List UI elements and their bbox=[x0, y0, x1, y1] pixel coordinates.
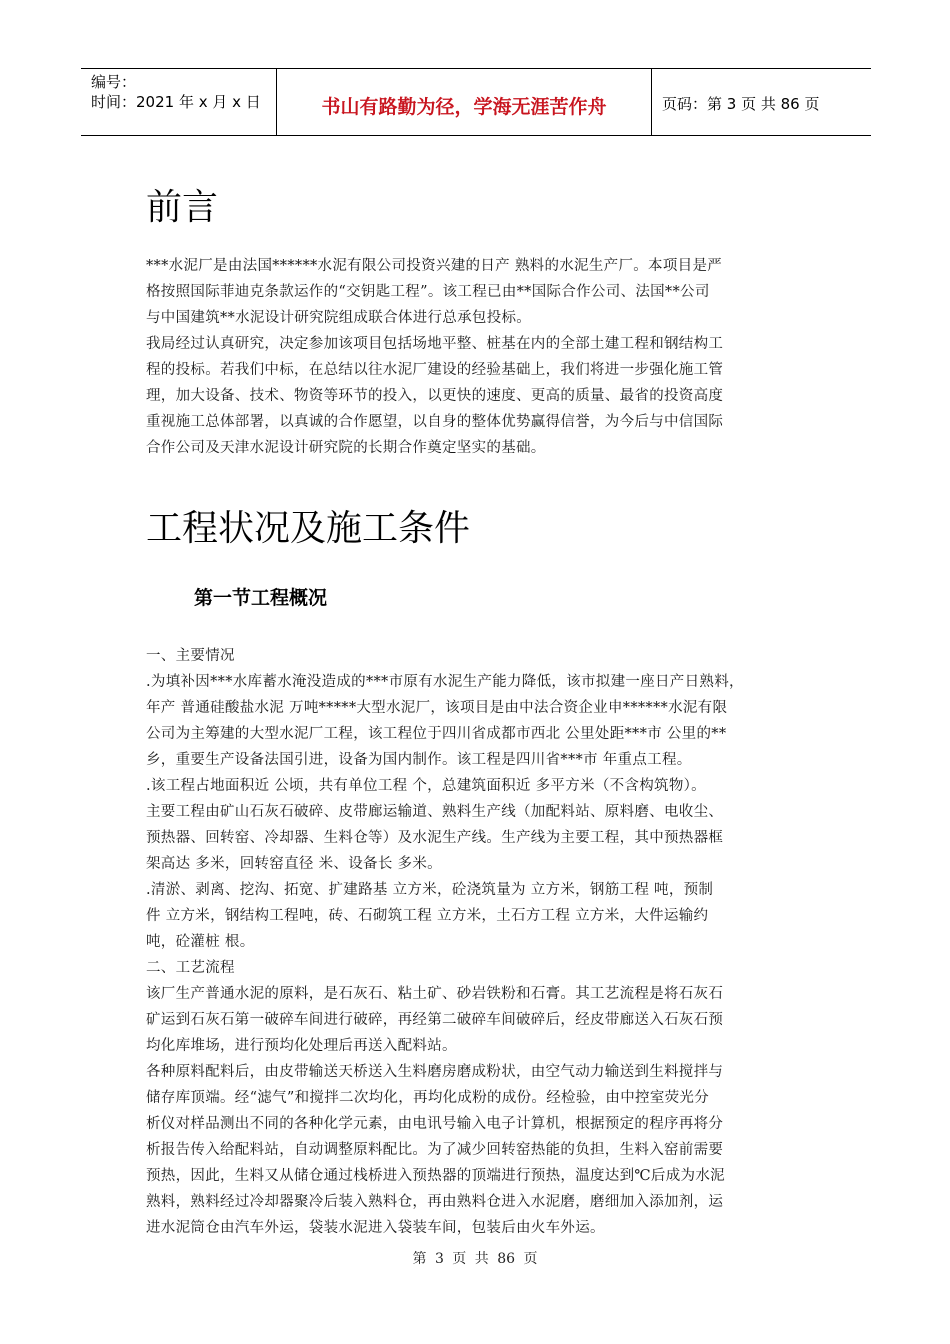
body-line: 均化库堆场，进行预均化处理后再送入配料站。 bbox=[146, 1038, 457, 1054]
body-line: .为填补因***水库蓄水淹没造成的***市原有水泥生产能力降低，该市拟建一座日产日熟料， bbox=[146, 674, 744, 690]
body-line: 矿运到石灰石第一破碎车间进行破碎，再经第二破碎车间破碎后，经皮带廊送入石灰石预 bbox=[146, 1012, 724, 1028]
section-title: 第一节工程概况 bbox=[194, 587, 328, 609]
body-line: .清淤、剥离、挖沟、拓宽、扩建路基 立方米，砼浇筑量为 立方米，钢筋工程 吨，预制 bbox=[146, 882, 714, 898]
preface-line: 我局经过认真研究，决定参加该项目包括场地平整、桩基在内的全部土建工程和钢结构工 bbox=[146, 336, 724, 352]
preface-line: 格按照国际菲迪克条款运作的“交钥匙工程”。该工程已由**国际合作公司、法国**公司 bbox=[146, 284, 710, 300]
header-page-info: 页码：第 3 页 共 86 页 bbox=[662, 95, 820, 113]
body-line: 进水泥筒仓由汽车外运，袋装水泥进入袋装车间，包装后由火车外运。 bbox=[146, 1220, 605, 1236]
motto-text: 书山有路勤为径，学海无涯苦作舟 bbox=[321, 96, 607, 118]
body-line: 储存库顶端。经“滤气”和搅拌二次均化，再均化成粉的成份。经检验，由中控室荧光分 bbox=[146, 1090, 710, 1106]
serial-label: 编号： bbox=[91, 73, 137, 91]
preface-title: 前言 bbox=[146, 187, 219, 228]
body-line: 主要工程由矿山石灰石破碎、皮带廊运输道、熟料生产线（加配料站、原料磨、电收尘、 bbox=[146, 804, 724, 820]
page-footer: 第 3 页 共 86 页 bbox=[412, 1251, 538, 1267]
body-line: 件 立方米，钢结构工程吨，砖、石砌筑工程 立方米，土石方工程 立方米，大件运输约 bbox=[146, 908, 709, 924]
chapter-title: 工程状况及施工条件 bbox=[146, 508, 471, 549]
body-line: 年产 普通硅酸盐水泥 万吨*****大型水泥厂，该项目是由中法合资企业申******水泥有限 bbox=[146, 700, 728, 716]
body-line: .该工程占地面积近 公顷，共有单位工程 个，总建筑面积近 多平方米（不含构筑物）。 bbox=[146, 778, 706, 794]
body-line: 乡，重要生产设备法国引进，设备为国内制作。该工程是四川省***市 年重点工程。 bbox=[146, 752, 692, 768]
body-line: 熟料，熟料经过冷却器聚冷后装入熟料仓，再由熟料仓进入水泥磨，磨细加入添加剂，运 bbox=[146, 1194, 724, 1210]
body-line: 二、工艺流程 bbox=[146, 960, 235, 976]
section-body bbox=[146, 643, 814, 1241]
page-header bbox=[81, 68, 871, 136]
preface-line: ***水泥厂是由法国******水泥有限公司投资兴建的日产 熟料的水泥生产厂。本项目是严 bbox=[146, 258, 723, 274]
body-line: 该厂生产普通水泥的原料，是石灰石、粘土矿、砂岩铁粉和石膏。其工艺流程是将石灰石 bbox=[146, 986, 724, 1002]
preface-line: 合作公司及天津水泥设计研究院的长期合作奠定坚实的基础。 bbox=[146, 440, 546, 456]
body-line: 预热，因此，生料又从储仓通过栈桥进入预热器的顶端进行预热，温度达到℃后成为水泥 bbox=[146, 1168, 725, 1184]
body-line: 公司为主筹建的大型水泥厂工程，该工程位于四川省成都市西北 公里处距***市 公里的** bbox=[146, 726, 727, 742]
preface-line: 重视施工总体部署，以真诚的合作愿望，以自身的整体优势赢得信誉，为今后与中信国际 bbox=[146, 414, 724, 430]
preface-line: 程的投标。若我们中标，在总结以往水泥厂建设的经验基础上，我们将进一步强化施工管 bbox=[146, 362, 724, 378]
body-line: 预热器、回转窑、冷却器、生料仓等）及水泥生产线。生产线为主要工程，其中预热器框 bbox=[146, 830, 724, 846]
body-line: 析报告传入给配料站，自动调整原料配比。为了减少回转窑热能的负担，生料入窑前需要 bbox=[146, 1142, 724, 1158]
body-line: 各种原料配料后，由皮带输送天桥送入生料磨房磨成粉状，由空气动力输送到生料搅拌与 bbox=[146, 1064, 724, 1080]
preface-line: 理，加大设备、技术、物资等环节的投入，以更快的速度、更高的质量、最省的投资高度 bbox=[146, 388, 724, 404]
preface-line: 与中国建筑**水泥设计研究院组成联合体进行总承包投标。 bbox=[146, 310, 532, 326]
date-label: 时间：2021 年 x 月 x 日 bbox=[91, 93, 261, 111]
header-motto-cell bbox=[277, 69, 652, 135]
header-page-cell bbox=[652, 69, 871, 135]
header-meta-cell bbox=[81, 69, 277, 135]
preface-body bbox=[146, 253, 814, 461]
body-line: 架高达 多米，回转窑直径 米、设备长 多米。 bbox=[146, 856, 442, 872]
body-line: 一、主要情况 bbox=[146, 648, 235, 664]
body-line: 吨，砼灌桩 根。 bbox=[146, 934, 255, 950]
body-line: 析仪对样品测出不同的各种化学元素，由电讯号输入电子计算机，根据预定的程序再将分 bbox=[146, 1116, 724, 1132]
